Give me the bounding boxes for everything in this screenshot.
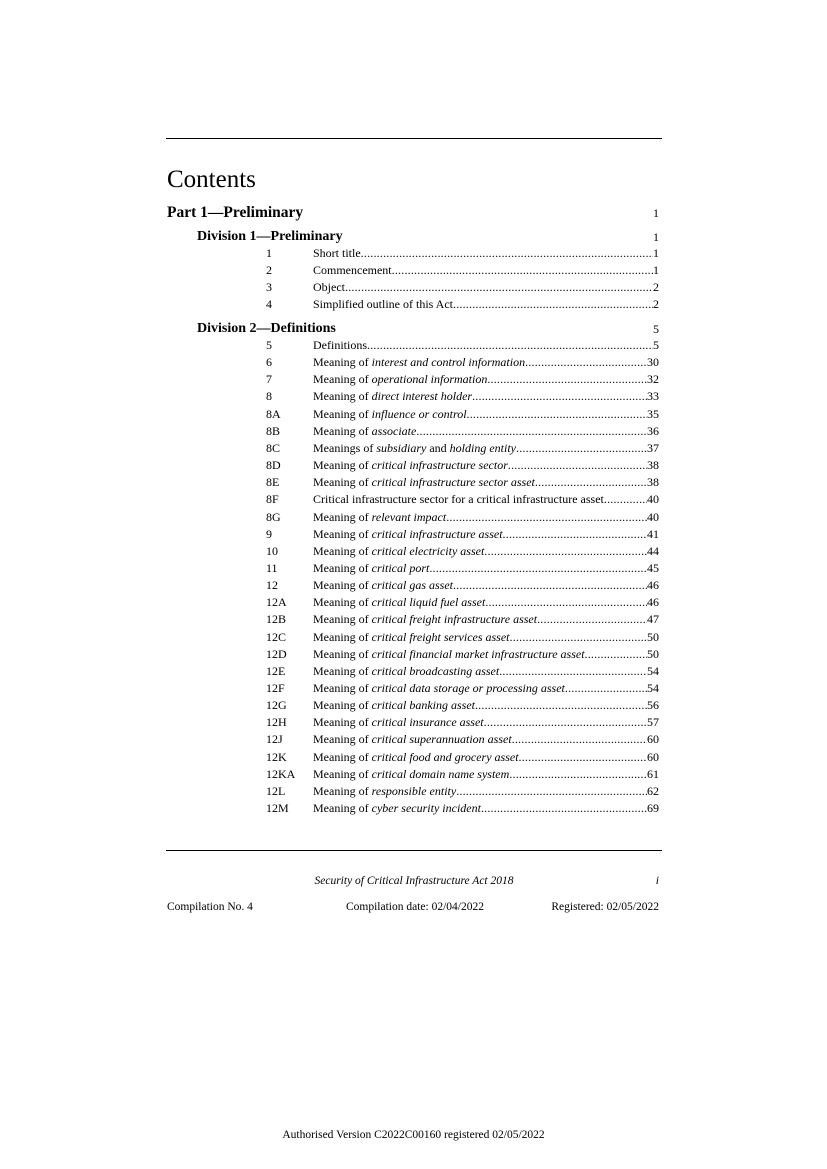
contents-heading: Contents — [167, 166, 256, 193]
toc-entry-section-8b[interactable] — [266, 423, 659, 440]
section-title — [313, 594, 485, 611]
section-title — [313, 680, 565, 697]
defined-term: critical food and grocery asset — [371, 749, 519, 764]
section-entry — [313, 749, 659, 766]
toc-entry-section-8[interactable] — [266, 388, 659, 405]
section-number: 1 — [266, 246, 272, 260]
section-page: 60 — [647, 732, 659, 747]
toc-entry-section-8g[interactable] — [266, 509, 659, 526]
toc-part-1[interactable] — [167, 203, 659, 223]
section-title — [313, 560, 429, 577]
section-title — [313, 697, 475, 714]
dot-leader — [565, 680, 647, 697]
section-number: 11 — [266, 560, 278, 575]
section-page: 37 — [647, 440, 659, 455]
section-title-prefix: Meaning of — [313, 475, 372, 490]
section-number: 8F — [266, 492, 279, 507]
dot-leader — [472, 388, 647, 405]
top-rule — [166, 138, 662, 139]
section-title-prefix: Meaning of — [313, 389, 372, 404]
section-title-text: Simplified outline of this Act — [313, 297, 453, 312]
footer-act-title: Security of Critical Infrastructure Act 2018 — [314, 875, 514, 887]
section-number: 6 — [266, 355, 272, 370]
section-title-text: Object — [313, 280, 345, 295]
dot-leader — [585, 646, 647, 663]
dot-leader — [456, 783, 647, 800]
section-page: 54 — [647, 663, 659, 678]
defined-term: critical gas asset — [371, 578, 453, 593]
section-title — [313, 577, 453, 594]
section-entry — [313, 509, 659, 526]
toc-entry-section-12g[interactable] — [266, 697, 659, 714]
division-title: Division 1—Preliminary — [197, 229, 343, 244]
section-page: 2 — [653, 280, 659, 295]
section-title-prefix: Meaning of — [313, 715, 372, 730]
section-title — [313, 526, 503, 543]
defined-term: associate — [371, 423, 417, 438]
section-page: 35 — [647, 406, 659, 421]
section-entry — [313, 296, 659, 313]
dot-leader — [467, 406, 647, 423]
section-number: 3 — [266, 280, 272, 295]
section-page: 57 — [647, 715, 659, 730]
section-title-text: Commencement — [313, 263, 392, 278]
section-entry — [313, 766, 659, 783]
defined-term: critical domain name system — [371, 766, 510, 781]
dot-leader — [484, 714, 647, 731]
section-title-prefix: Meaning of — [313, 732, 372, 747]
defined-term: critical infrastructure sector asset — [371, 475, 535, 490]
defined-term: critical broadcasting asset — [371, 663, 500, 678]
toc-entry-section-5[interactable] — [266, 337, 659, 354]
section-number: 8E — [266, 475, 280, 490]
section-page: 30 — [647, 355, 659, 370]
section-page: 32 — [647, 372, 659, 387]
section-entry — [313, 337, 659, 354]
section-title-prefix: Meaning of — [313, 698, 372, 713]
defined-term: critical data storage or processing asset — [371, 681, 565, 695]
section-title-text: Definitions — [313, 338, 367, 352]
section-page: 61 — [647, 766, 659, 781]
section-title — [313, 509, 446, 526]
section-page: 40 — [647, 509, 659, 524]
section-entry — [313, 526, 659, 543]
section-entry — [313, 714, 659, 731]
footer-compilation-date: Compilation date: 02/04/2022 — [346, 901, 484, 913]
dot-leader — [345, 279, 653, 296]
section-entry — [313, 406, 659, 423]
section-title-prefix: Meaning of — [313, 406, 372, 421]
section-entry — [313, 594, 659, 611]
section-title-prefix: Meaning of — [313, 526, 372, 541]
section-entry — [313, 388, 659, 405]
section-entry — [313, 731, 659, 748]
section-page: 46 — [647, 595, 659, 610]
toc-entry-section-1[interactable] — [266, 245, 659, 262]
section-number: 8A — [266, 406, 281, 421]
section-page: 1 — [653, 263, 659, 278]
section-number: 12G — [266, 698, 287, 713]
section-entry — [313, 663, 659, 680]
section-title — [313, 296, 453, 313]
section-number: 12C — [266, 629, 287, 644]
section-title-prefix: Meaning of — [313, 766, 372, 781]
section-title-prefix: Meaning of — [313, 646, 372, 661]
dot-leader — [512, 731, 647, 748]
toc-entry-section-12b[interactable] — [266, 611, 659, 628]
section-title — [313, 423, 416, 440]
section-title-prefix: Meaning of — [313, 372, 372, 387]
section-title-prefix: Meaning of — [313, 595, 372, 610]
section-title — [313, 663, 499, 680]
defined-term: critical liquid fuel asset — [371, 595, 486, 610]
toc-entry-section-8f[interactable] — [266, 491, 659, 508]
section-entry — [313, 577, 659, 594]
toc-division-1[interactable] — [167, 228, 659, 246]
toc-entry-section-7[interactable] — [266, 371, 659, 388]
dot-leader — [535, 474, 647, 491]
dot-leader — [503, 526, 647, 543]
section-entry — [313, 262, 659, 279]
dot-leader — [361, 245, 653, 262]
defined-term: relevant impact — [371, 509, 447, 524]
dot-leader — [509, 766, 647, 783]
dot-leader — [485, 594, 647, 611]
section-page: 36 — [647, 423, 659, 438]
division-title: Division 2—Definitions — [197, 321, 336, 336]
toc-entry-section-8a[interactable] — [266, 406, 659, 423]
section-title-prefix: Meaning of — [313, 578, 372, 593]
section-entry — [313, 457, 659, 474]
footer-registered-date: Registered: 02/05/2022 — [551, 901, 659, 913]
section-page: 40 — [647, 492, 659, 507]
section-entry — [313, 697, 659, 714]
section-page: 69 — [647, 801, 659, 816]
toc-entry-section-6[interactable] — [266, 354, 659, 371]
bottom-rule — [166, 850, 662, 851]
toc-entry-section-3[interactable] — [266, 279, 659, 296]
section-entry — [313, 371, 659, 388]
section-title — [313, 371, 487, 388]
dot-leader — [475, 697, 647, 714]
section-page: 62 — [647, 783, 659, 798]
section-page: 46 — [647, 578, 659, 593]
section-number: 12KA — [266, 766, 296, 781]
section-title — [313, 714, 484, 731]
toc-entry-section-12m[interactable] — [266, 800, 659, 817]
toc-entry-section-8e[interactable] — [266, 474, 659, 491]
toc-entry-section-12h[interactable] — [266, 714, 659, 731]
dot-leader — [481, 800, 647, 817]
section-number: 12J — [266, 732, 283, 747]
section-entry — [313, 354, 659, 371]
section-entry — [313, 543, 659, 560]
defined-term: interest and control information — [371, 355, 526, 370]
authorised-version-note: Authorised Version C2022C00160 registered 02/05/2022 — [282, 1129, 545, 1141]
section-page: 45 — [647, 560, 659, 575]
section-entry — [313, 423, 659, 440]
toc-entry-section-12c[interactable] — [266, 629, 659, 646]
section-number: 12 — [266, 578, 278, 593]
section-title-prefix: Meanings of — [313, 440, 377, 455]
section-entry — [313, 474, 659, 491]
dot-leader — [416, 423, 647, 440]
section-title-prefix: Meaning of — [313, 355, 372, 370]
section-title-prefix: Meaning of — [313, 509, 372, 524]
section-number: 12B — [266, 612, 287, 627]
section-number: 12D — [266, 646, 287, 661]
section-title — [313, 611, 537, 628]
dot-leader — [519, 749, 647, 766]
toc-entry-section-12ka[interactable] — [266, 766, 659, 783]
dot-leader — [604, 491, 647, 508]
section-title — [313, 543, 484, 560]
section-title — [313, 629, 510, 646]
section-number: 5 — [266, 338, 272, 352]
section-title — [313, 388, 472, 405]
section-title — [313, 279, 345, 296]
section-title — [313, 646, 585, 663]
section-number: 12F — [266, 681, 285, 695]
section-number: 12M — [266, 801, 289, 816]
section-title — [313, 783, 456, 800]
division-page: 5 — [653, 322, 659, 336]
section-page: 1 — [653, 246, 659, 260]
section-number: 7 — [266, 372, 272, 387]
section-title-prefix: Meaning of — [313, 681, 372, 695]
defined-term: critical infrastructure asset — [371, 526, 503, 541]
section-title-prefix: Meaning of — [313, 801, 372, 816]
toc-entry-section-11[interactable] — [266, 560, 659, 577]
section-page: 44 — [647, 543, 659, 558]
toc-entry-section-12j[interactable] — [266, 731, 659, 748]
dot-leader — [484, 543, 647, 560]
section-number: 12K — [266, 749, 287, 764]
section-title-text: Critical infrastructure sector for a critical infrastructure asset — [313, 492, 604, 507]
section-entry — [313, 680, 659, 697]
section-number: 8D — [266, 458, 281, 473]
toc-entry-section-4[interactable] — [266, 296, 659, 313]
section-title — [313, 262, 392, 279]
dot-leader — [453, 296, 653, 313]
toc-entry-section-12l[interactable] — [266, 783, 659, 800]
section-title-prefix: Meaning of — [313, 423, 372, 438]
defined-term: critical electricity asset — [371, 543, 485, 558]
dot-leader — [487, 371, 647, 388]
section-entry — [313, 611, 659, 628]
section-page: 56 — [647, 698, 659, 713]
section-page: 60 — [647, 749, 659, 764]
toc-entry-section-9[interactable] — [266, 526, 659, 543]
section-page: 38 — [647, 475, 659, 490]
section-page: 5 — [653, 338, 659, 352]
section-number: 4 — [266, 297, 272, 312]
section-title-prefix: Meaning of — [313, 543, 372, 558]
section-page: 54 — [647, 681, 659, 695]
toc-entry-section-8d[interactable] — [266, 457, 659, 474]
defined-term: critical infrastructure sector — [371, 458, 508, 473]
toc-entry-section-12[interactable] — [266, 577, 659, 594]
section-title — [313, 800, 481, 817]
section-page: 50 — [647, 629, 659, 644]
section-entry — [313, 491, 659, 508]
section-title — [313, 354, 525, 371]
dot-leader — [516, 440, 647, 457]
dot-leader — [453, 577, 647, 594]
section-title — [313, 337, 367, 354]
defined-term: critical superannuation asset — [371, 732, 512, 747]
section-page: 33 — [647, 389, 659, 404]
section-number: 10 — [266, 543, 278, 558]
dot-leader — [525, 354, 647, 371]
section-title-prefix: Meaning of — [313, 749, 372, 764]
footer-page-number: i — [655, 875, 659, 887]
section-page: 50 — [647, 646, 659, 661]
division-page: 1 — [653, 230, 659, 244]
toc-entry-section-12e[interactable] — [266, 663, 659, 680]
section-number: 9 — [266, 526, 272, 541]
toc-entry-section-12d[interactable] — [266, 646, 659, 663]
toc-entry-section-12k[interactable] — [266, 749, 659, 766]
section-title-prefix: Meaning of — [313, 612, 372, 627]
defined-term: critical financial market infrastructure asset — [371, 646, 585, 661]
defined-term: critical freight services asset — [371, 629, 510, 644]
section-entry — [313, 440, 659, 457]
section-entry — [313, 629, 659, 646]
dot-leader — [510, 629, 647, 646]
toc-division-2[interactable] — [167, 320, 659, 338]
defined-term: subsidiary — [376, 440, 427, 455]
section-entry — [313, 279, 659, 296]
dot-leader — [446, 509, 647, 526]
toc-entry-section-10[interactable] — [266, 543, 659, 560]
section-title-text: Short title — [313, 246, 361, 260]
dot-leader — [508, 457, 647, 474]
dot-leader — [537, 611, 647, 628]
section-number: 8B — [266, 423, 281, 438]
section-number: 12L — [266, 783, 286, 798]
defined-term: holding entity — [449, 440, 516, 455]
toc-entry-section-8c[interactable] — [266, 440, 659, 457]
section-entry — [313, 560, 659, 577]
section-title — [313, 474, 535, 491]
section-title — [313, 766, 509, 783]
dot-leader — [367, 337, 653, 354]
section-entry — [313, 245, 659, 262]
section-page: 41 — [647, 526, 659, 541]
section-number: 12A — [266, 595, 287, 610]
section-title-joiner: and — [426, 440, 450, 455]
section-title — [313, 491, 604, 508]
toc-entry-section-2[interactable] — [266, 262, 659, 279]
section-title — [313, 749, 519, 766]
section-title — [313, 245, 361, 262]
defined-term: critical port — [371, 560, 430, 575]
section-title — [313, 406, 467, 423]
section-title-prefix: Meaning of — [313, 783, 372, 798]
defined-term: direct interest holder — [371, 389, 473, 404]
section-number: 2 — [266, 263, 272, 278]
section-page: 2 — [653, 297, 659, 312]
section-title — [313, 440, 516, 457]
section-title-prefix: Meaning of — [313, 458, 372, 473]
defined-term: responsible entity — [371, 783, 457, 798]
dot-leader — [499, 663, 647, 680]
section-title-prefix: Meaning of — [313, 663, 372, 678]
section-title-prefix: Meaning of — [313, 629, 372, 644]
section-number: 12H — [266, 715, 287, 730]
section-title — [313, 731, 512, 748]
defined-term: critical insurance asset — [371, 715, 484, 730]
part-page: 1 — [653, 206, 659, 220]
toc-entry-section-12f[interactable] — [266, 680, 659, 697]
section-entry — [313, 646, 659, 663]
section-entry — [313, 800, 659, 817]
section-title — [313, 457, 508, 474]
defined-term: influence or control — [371, 406, 467, 421]
footer-compilation-number: Compilation No. 4 — [167, 901, 253, 913]
section-entry — [313, 783, 659, 800]
defined-term: critical freight infrastructure asset — [371, 612, 538, 627]
toc-entry-section-12a[interactable] — [266, 594, 659, 611]
part-title: Part 1—Preliminary — [167, 204, 304, 221]
dot-leader — [392, 262, 653, 279]
section-number: 12E — [266, 663, 286, 678]
section-page: 38 — [647, 458, 659, 473]
dot-leader — [429, 560, 647, 577]
section-title-prefix: Meaning of — [313, 560, 372, 575]
defined-term: cyber security incident — [371, 801, 481, 816]
defined-term: critical banking asset — [371, 698, 475, 713]
section-page: 47 — [647, 612, 659, 627]
section-number: 8C — [266, 440, 281, 455]
defined-term: operational information — [371, 372, 488, 387]
section-number: 8G — [266, 509, 281, 524]
section-number: 8 — [266, 389, 272, 404]
